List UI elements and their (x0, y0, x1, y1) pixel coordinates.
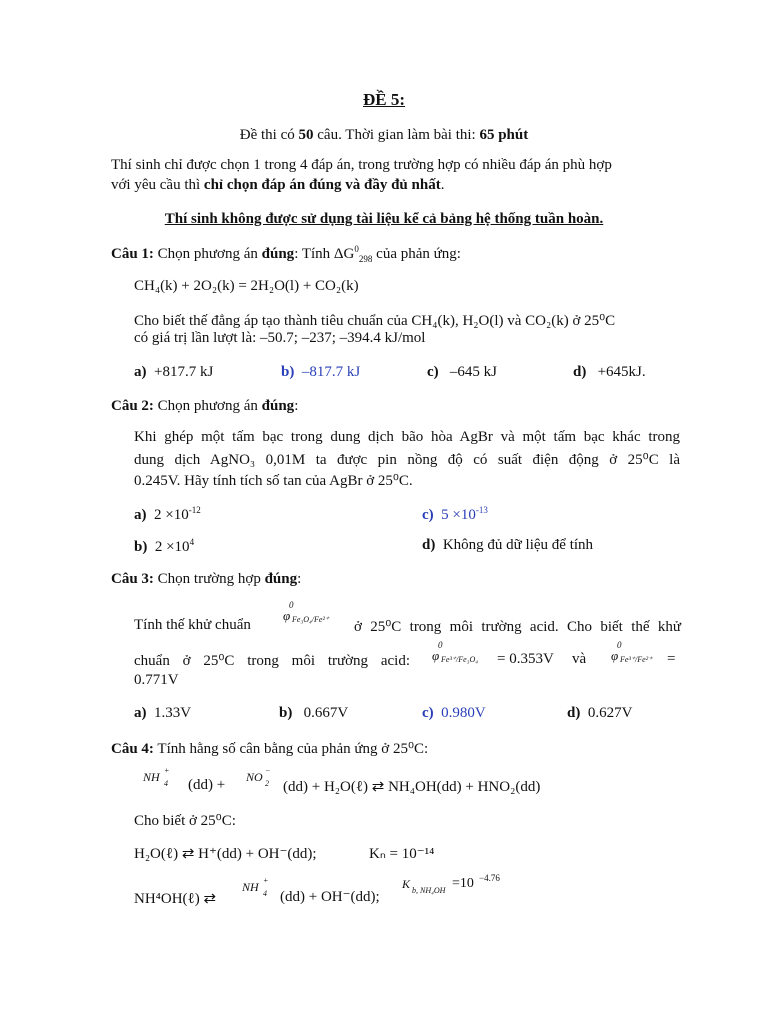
q1-option-a[interactable]: a) +817.7 kJ (134, 364, 214, 380)
q1-given-2: có giá trị lần lượt là: –50.7; –237; –394.4 kJ/mol (134, 330, 426, 346)
q2-option-b[interactable]: b) $2 \times 10^4$ (134, 537, 195, 555)
q1-reaction: CH₄(k) + 2O₂(k) = 2H₂O(l) + CO₂(k) (134, 278, 359, 294)
q1-given-1: Cho biết thế đẳng áp tạo thành tiêu chuẩn của CH₄(k), H₂O(l) và CO₂(k) ở 25⁰C (134, 313, 616, 329)
q2-option-c[interactable]: c) $5 \times 10^{-13}$ (422, 505, 488, 523)
q3-line-1-post: ở 25⁰C trong môi trường acid. Cho biết thế khử (354, 619, 681, 635)
q4-eq2-post: (dd) + OH⁻(dd); (280, 889, 380, 905)
q2-line-3: 0.245V. Hãy tính tích số tan của AgBr ở 25⁰C. (134, 473, 413, 489)
q4-r1-rest: (dd) + H₂O(ℓ) ⇄ NH₄OH(dd) + HNO₂(dd) (283, 779, 541, 795)
warning-line: Thí sinh không được sử dụng tài liệu kể cả bảng hệ thống tuần hoàn. (164, 211, 604, 227)
q3-line-2-pre: chuẩn ở 25⁰C trong môi trường acid: (134, 653, 410, 669)
q4-kn: Kₙ = 10⁻¹⁴ (369, 846, 435, 862)
q1-option-b[interactable]: b) –817.7 kJ (281, 364, 361, 380)
q4-given: Cho biết ở 25⁰C: (134, 813, 236, 829)
q2-line-1: Khi ghép một tấm bạc trong dung dịch bão hòa AgBr và một tấm bạc khác trong (134, 429, 680, 445)
q1-prompt: Câu 1: Chọn phương án đúng: Tính $\Delta G^0_{298}$ của phản ứng: (111, 244, 461, 264)
q4-eq1: H₂O(ℓ) ⇄ H⁺(dd) + OH⁻(dd); (134, 846, 317, 862)
intro-line-1: Đề thi có 50 câu. Thời gian làm bài thi: 65 phút (239, 127, 529, 143)
intro-line-3: với yêu cầu thì chỉ chọn đáp án đúng và đầy đủ nhất. (111, 177, 445, 193)
q2-option-d[interactable]: d) Không đủ dữ liệu để tính (422, 537, 594, 553)
q4-prompt: Câu 4: Tính hằng số cân bằng của phản ứng ở 25⁰C: (111, 741, 429, 757)
q4-r1-dd: (dd) + (188, 777, 226, 793)
exam-title: ĐỀ 5: (362, 90, 406, 109)
q3-option-d[interactable]: d) 0.627V (567, 705, 633, 721)
q3-option-c[interactable]: c) 0.980V (422, 705, 486, 721)
q3-option-b[interactable]: b) 0.667V (279, 705, 349, 721)
q1-option-d[interactable]: d) +645kJ. (573, 364, 646, 380)
q3-val-2: = 0.353V (497, 651, 554, 667)
q1-option-c[interactable]: c) –645 kJ (427, 364, 497, 380)
q2-prompt: Câu 2: Chọn phương án đúng: (111, 398, 299, 414)
q3-option-a[interactable]: a) 1.33V (134, 705, 192, 721)
q3-line-1-pre: Tính thế khử chuẩn (134, 617, 251, 633)
q2-option-a[interactable]: a) $2 \times 10^{-12}$ (134, 505, 201, 523)
q3-eq: = (667, 651, 676, 667)
intro-line-2: Thí sinh chỉ được chọn 1 trong 4 đáp án, trong trường hợp có nhiều đáp án phù hợp (111, 157, 612, 173)
q3-and: và (572, 651, 587, 667)
q4-eq2-pre: NH⁴OH(ℓ) ⇄ (134, 891, 217, 907)
q2-line-2: dung dịch AgNO₃ 0,01M ta được pin nồng độ có suất điện động ở 25⁰C là (134, 452, 680, 468)
q3-prompt: Câu 3: Chọn trường hợp đúng: (111, 571, 302, 587)
q3-line-3: 0.771V (134, 672, 179, 688)
